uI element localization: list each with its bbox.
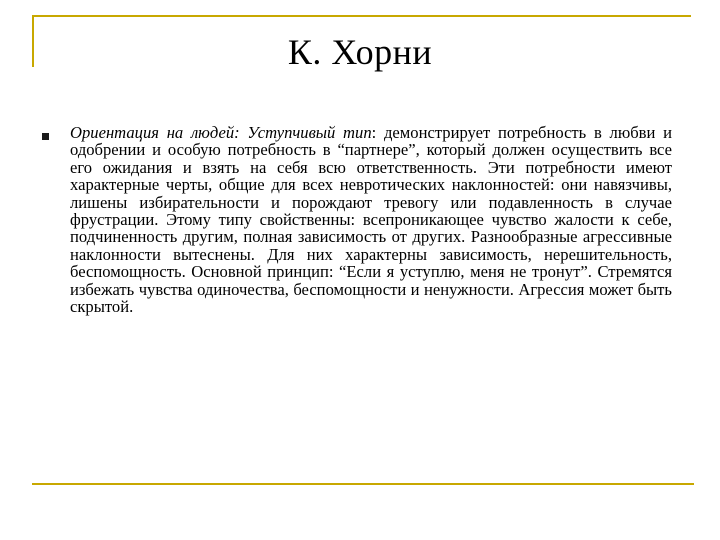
square-bullet-icon	[42, 133, 49, 140]
body-italic-lead: Ориентация на людей: Уступчивый тип	[70, 123, 372, 142]
slide-title	[0, 30, 720, 74]
slide-title-text: К. Хорни	[287, 32, 433, 72]
slide-body-paragraph	[70, 124, 672, 315]
frame-bottom-rule	[32, 483, 694, 485]
frame-top-rule	[32, 15, 691, 17]
body-text: : демонстрирует потребность в любви и одобрении и особую потребность в “партнере”, который должен осуществить все его ожидания и взять на себя всю ответственность. Эти потребности имеют характерные черты, общие для всех невротических наклонностей: они навязчивы, лишены избирательности и порождают тревогу или подавленность в случае фрустрации. Этому типу свойственны: всепроникающее чувство жалости к себе, подчиненность другим, полная зависимость от других. Разнообразные агрессивные наклонности вытеснены. Для них характерны зависимость, нерешительность, беспомощность. Основной принцип: “Если я уступлю, меня не тронут”. Стремятся избежать чувства одиночества, беспомощности и ненужности. Агрессия может быть скрытой.	[70, 123, 672, 317]
